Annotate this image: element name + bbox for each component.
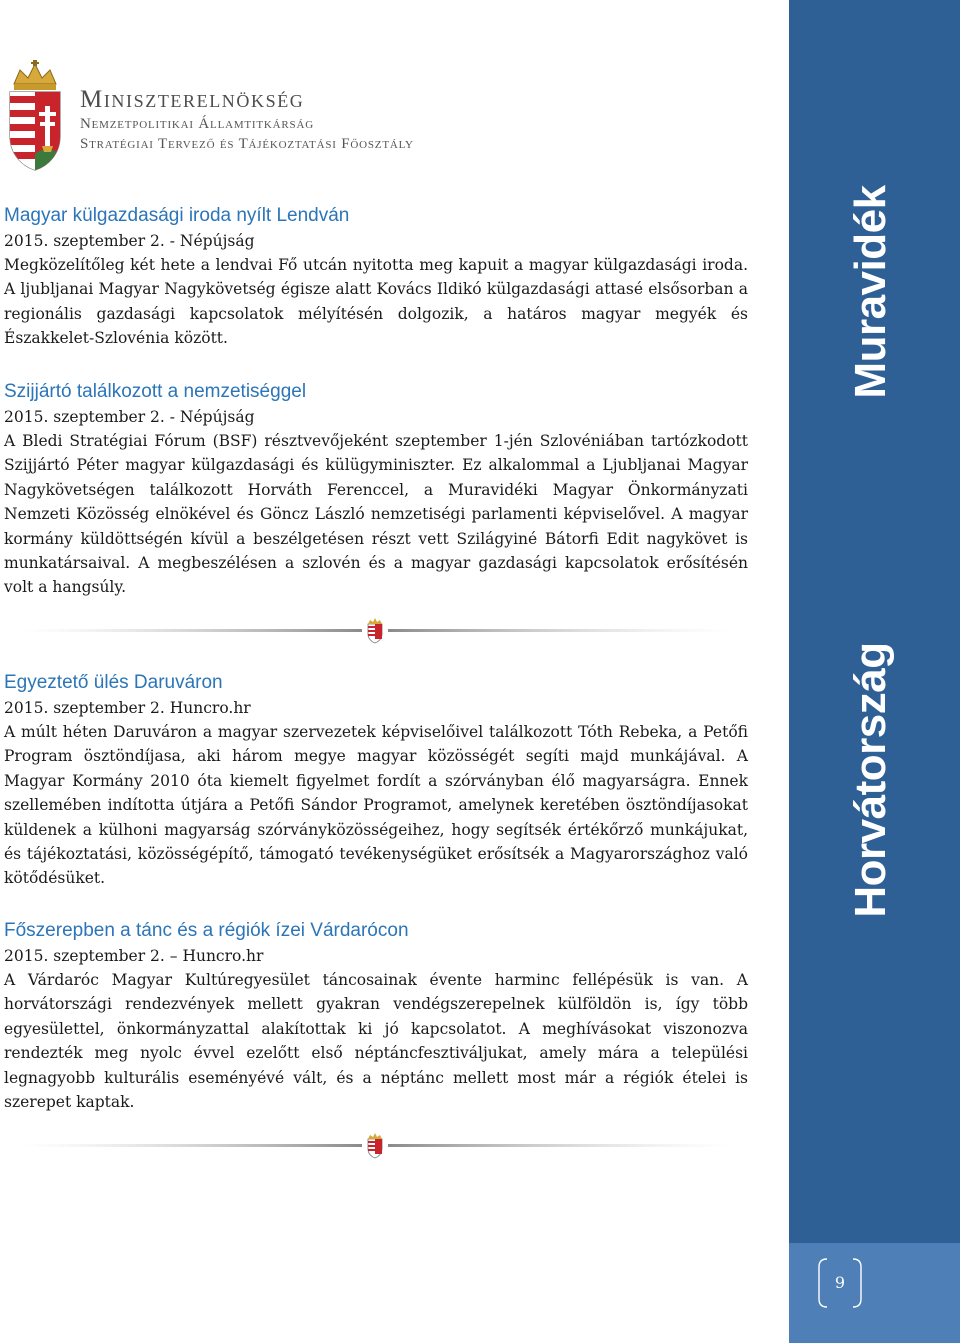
organization-subtitle: Nemzetpolitikai Államtitkárság	[80, 116, 314, 132]
article-meta: 2015. szeptember 2. - Népújság	[4, 232, 255, 250]
article-daruvar	[4, 670, 748, 891]
region-label-muravidek: Muravidék	[846, 185, 895, 399]
article-body: A múlt héten Daruváron a magyar szervezetek képviselőivel találkozott Tóth Rebeka, a Petőfi Program ösztöndíjasa, aki három megye magyar közösségét segíti majd munkájával. A Magyar Kormány 2010 óta kiemelt figyelmet fordít a szórványban élő magyarságra. Ennek szellemében indította útjára a Petőfi Sándor Programot, amelynek keretében ösztöndíjasokat küldenek a külhoni magyarság szórványközösségeihez, hogy segítsék értékőrző munkájukat, és tájékoztatási, közösségépítő, támogató tevékenységüket erősítsék a Magyarországhoz való kötődésüket.	[4, 723, 748, 888]
article-vardaroc	[4, 918, 748, 1114]
region-label-horvatorszag: Horvátország	[846, 642, 895, 918]
article-title: Főszerepben a tánc és a régiók ízei Várdarócon	[4, 920, 409, 941]
organization-department: Stratégiai Tervező és Tájékoztatási Főosztály	[80, 136, 414, 152]
article-title: Egyeztető ülés Daruváron	[4, 672, 223, 693]
article-title: Magyar külgazdasági iroda nyílt Lendván	[4, 205, 350, 226]
page-number-box	[789, 1243, 960, 1343]
section-divider	[22, 1133, 728, 1159]
article-lendva	[4, 203, 748, 351]
article-szijjarto	[4, 379, 748, 600]
article-body: A Bledi Stratégiai Fórum (BSF) résztvevőjeként szeptember 1-jén Szlovéniában tartózkodott Szijjártó Péter magyar külgazdasági és külügyminiszter. Ez alkalommal a Ljubljanai Magyar Nagykövetségen találkozott Horváth Ferenccel, a Muravidéki Magyar Önkormányzati Nemzeti Közösség elnökével és Göncz László nemzetiségi parlamenti képviselővel. A magyar kormány küldöttségén kívül a beszélgetésen részt vett Szilágyiné Bátorfi Edit nagykövet is munkatársaival. A megbeszélésen a szlovén és a magyar gazdasági kapcsolatok erősítésén volt a hangsúly.	[4, 432, 748, 597]
hungarian-coat-of-arms-icon	[6, 58, 64, 174]
article-body: Megközelítőleg két hete a lendvai Fő utcán nyitotta meg kapuit a magyar külgazdasági iroda. A ljubljanai Magyar Nagykövetség égisze alatt Kovács Ildikó külgazdasági attasé elsősorban a regionális gazdasági kapcsolatok mélyítésén dolgozik, a határos magyar megyék és Északkelet-Szlovénia között.	[4, 256, 748, 348]
page-header	[0, 50, 780, 180]
organization-name: Miniszterelnökség	[80, 86, 305, 113]
article-meta: 2015. szeptember 2. – Huncro.hr	[4, 947, 264, 965]
region-sidebar	[789, 0, 960, 1343]
page-number: 9	[834, 1273, 846, 1292]
article-body: A Várdaróc Magyar Kultúregyesület táncosainak évente harminc fellépésük is van. A horvátországi rendezvények mellett gyakran vendégszerepelnek külföldön is, így több egyesülettel, önkormányzattal alakítottak ki jó kapcsolatot. A meghívásokat viszonozva rendezték meg nyolc évvel ezelőtt első néptáncfesztiváljukat, amely mára a települési legnagyobb kulturális eseményévé vált, és a néptánc mellett most már a régiók ételei is szerepet kaptak.	[4, 971, 748, 1112]
article-meta: 2015. szeptember 2. Huncro.hr	[4, 699, 251, 717]
organization-block	[80, 86, 414, 154]
article-meta: 2015. szeptember 2. - Népújság	[4, 408, 255, 426]
article-title: Szijjártó találkozott a nemzetiséggel	[4, 381, 307, 402]
section-divider	[22, 618, 728, 644]
